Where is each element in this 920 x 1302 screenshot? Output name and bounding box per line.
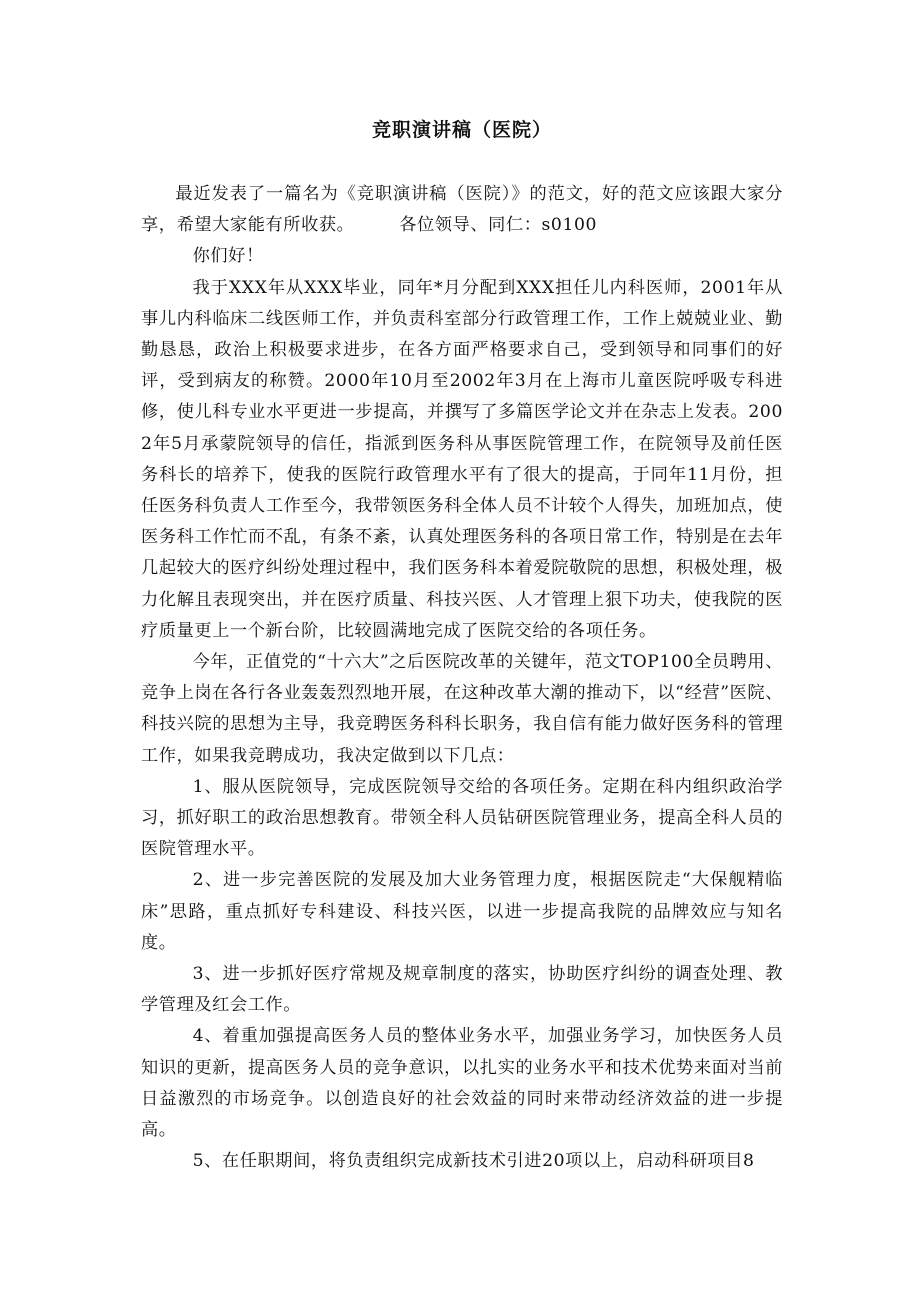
background-paragraph: 我于XXX年从XXX毕业，同年*月分配到XXX担任儿内科医师，2001年从事儿内科临床二线医师工作，并负责科室部分行政管理工作，工作上兢兢业业、勤勤恳恳，政治上积极要求进步，在各方面严格要求自己，受到领导和同事们的好评，受到病友的称赞。2000年10月至2002年3月在上海市儿童医院呼吸专科进修，使儿科专业水平更进一步提高，并撰写了多篇医学论文并在杂志上发表。2002年5月承蒙院领导的信任，指派到医务科从事医院管理工作，在院领导及前任医务科长的培养下，使我的医院行政管理水平有了很大的提高，于同年11月份，担任医务科负责人工作至今，我带领医务科全体人员不计较个人得失，加班加点，使医务科工作忙而不乱，有条不紊，认真处理医务科的各项日常工作，特别是在去年几起较大的医疗纠纷处理过程中，我们医务科本着爱院敬院的思想，积极处理，极力化解且表现突出，并在医疗质量、科技兴医、人才管理上狠下功夫，使我院的医疗质量更上一个新台阶，比较圆满地完成了医院交给的各项任务。 [141,277,783,641]
motivation-paragraph: 今年，正值党的“十六大”之后医院改革的关键年，范文TOP100全员聘用、竞争上岗在各行各业轰轰烈烈地开展，在这种改革大潮的推动下，以“经营”医院、科技兴院的思想为主导，我竞聘医务科科长职务，我自信有能力做好医务科的管理工作，如果我竞聘成功，我决定做到以下几点： [141,652,783,766]
document-body [141,179,783,1178]
plan-item-4: 4、着重加强提高医务人员的整体业务水平，加强业务学习，加快医务人员知识的更新，提高医务人员的竞争意识，以扎实的业务水平和技术优势来面对当前日益激烈的市场竞争。以创造良好的社会效益的同时来带动经济效益的进一步提高。 [141,1026,783,1141]
plan-item-2: 2、进一步完善医院的发展及加大业务管理力度，根据医院走“大保舰精临床”思路，重点抓好专科建设、科技兴医，以进一步提高我院的品牌效应与知名度。 [141,870,783,953]
greeting-paragraph: 你们好！ [192,246,264,267]
plan-item-1: 1、服从医院领导，完成医院领导交给的各项任务。定期在科内组织政治学习，抓好职工的政治思想教育。带领全科人员钻研医院管理业务，提高全科人员的医院管理水平。 [141,776,783,860]
intro-paragraph: 最近发表了一篇名为《竞职演讲稿（医院）》的范文，好的范文应该跟大家分享，希望大家能有所收获。 各位领导、同仁：s0100 [141,184,783,236]
plan-item-5: 5、在任职期间，将负责组织完成新技术引进20项以上，启动科研项目8 [192,1151,755,1172]
plan-item-3: 3、进一步抓好医疗常规及规章制度的落实，协助医疗纠纷的调查处理、教学管理及红会工作。 [141,964,783,1016]
document-title: 竞职演讲稿（医院） [371,119,552,141]
